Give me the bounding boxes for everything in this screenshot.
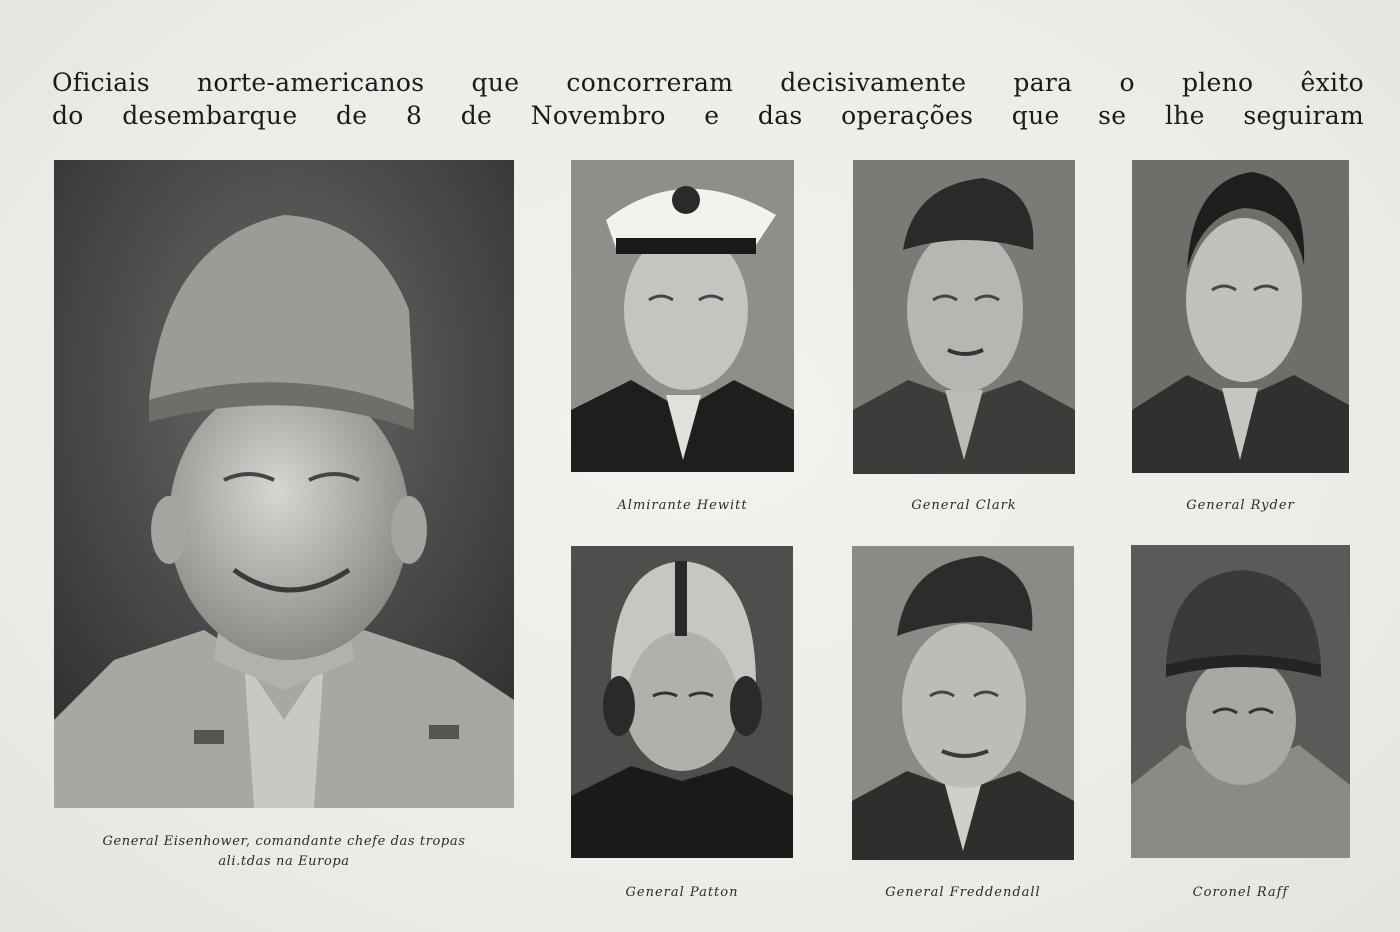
page-headline	[52, 66, 1364, 132]
portrait-clark-photo	[853, 160, 1075, 474]
portrait-patton-caption: General Patton	[625, 885, 739, 900]
portrait-freddendall-caption: General Freddendall	[885, 885, 1041, 900]
portrait-freddendall-photo	[852, 546, 1074, 860]
headline-line-1: Oficiais norte-americanos que concorreram decisivamente para o pleno êxito	[52, 68, 1364, 97]
headline-line-2: do desembarque de 8 de Novembro e das operações que se lhe seguiram	[52, 101, 1364, 130]
portrait-eisenhower-caption-line-2: ali.tdas na Europa	[218, 854, 350, 869]
portrait-eisenhower-photo	[54, 160, 514, 808]
portrait-ryder-photo	[1132, 160, 1349, 473]
portrait-raff-caption: Coronel Raff	[1192, 885, 1289, 900]
portrait-clark-caption: General Clark	[911, 498, 1017, 513]
portrait-hewitt-photo	[571, 160, 794, 472]
portrait-raff-photo	[1131, 545, 1350, 858]
portrait-eisenhower-caption-line-1: General Eisenhower, comandante chefe das tropas	[102, 834, 466, 849]
portrait-hewitt-caption: Almirante Hewitt	[617, 498, 748, 513]
portrait-eisenhower-caption	[56, 832, 512, 872]
portrait-ryder-caption: General Ryder	[1186, 498, 1295, 513]
portrait-patton-photo	[571, 546, 793, 858]
